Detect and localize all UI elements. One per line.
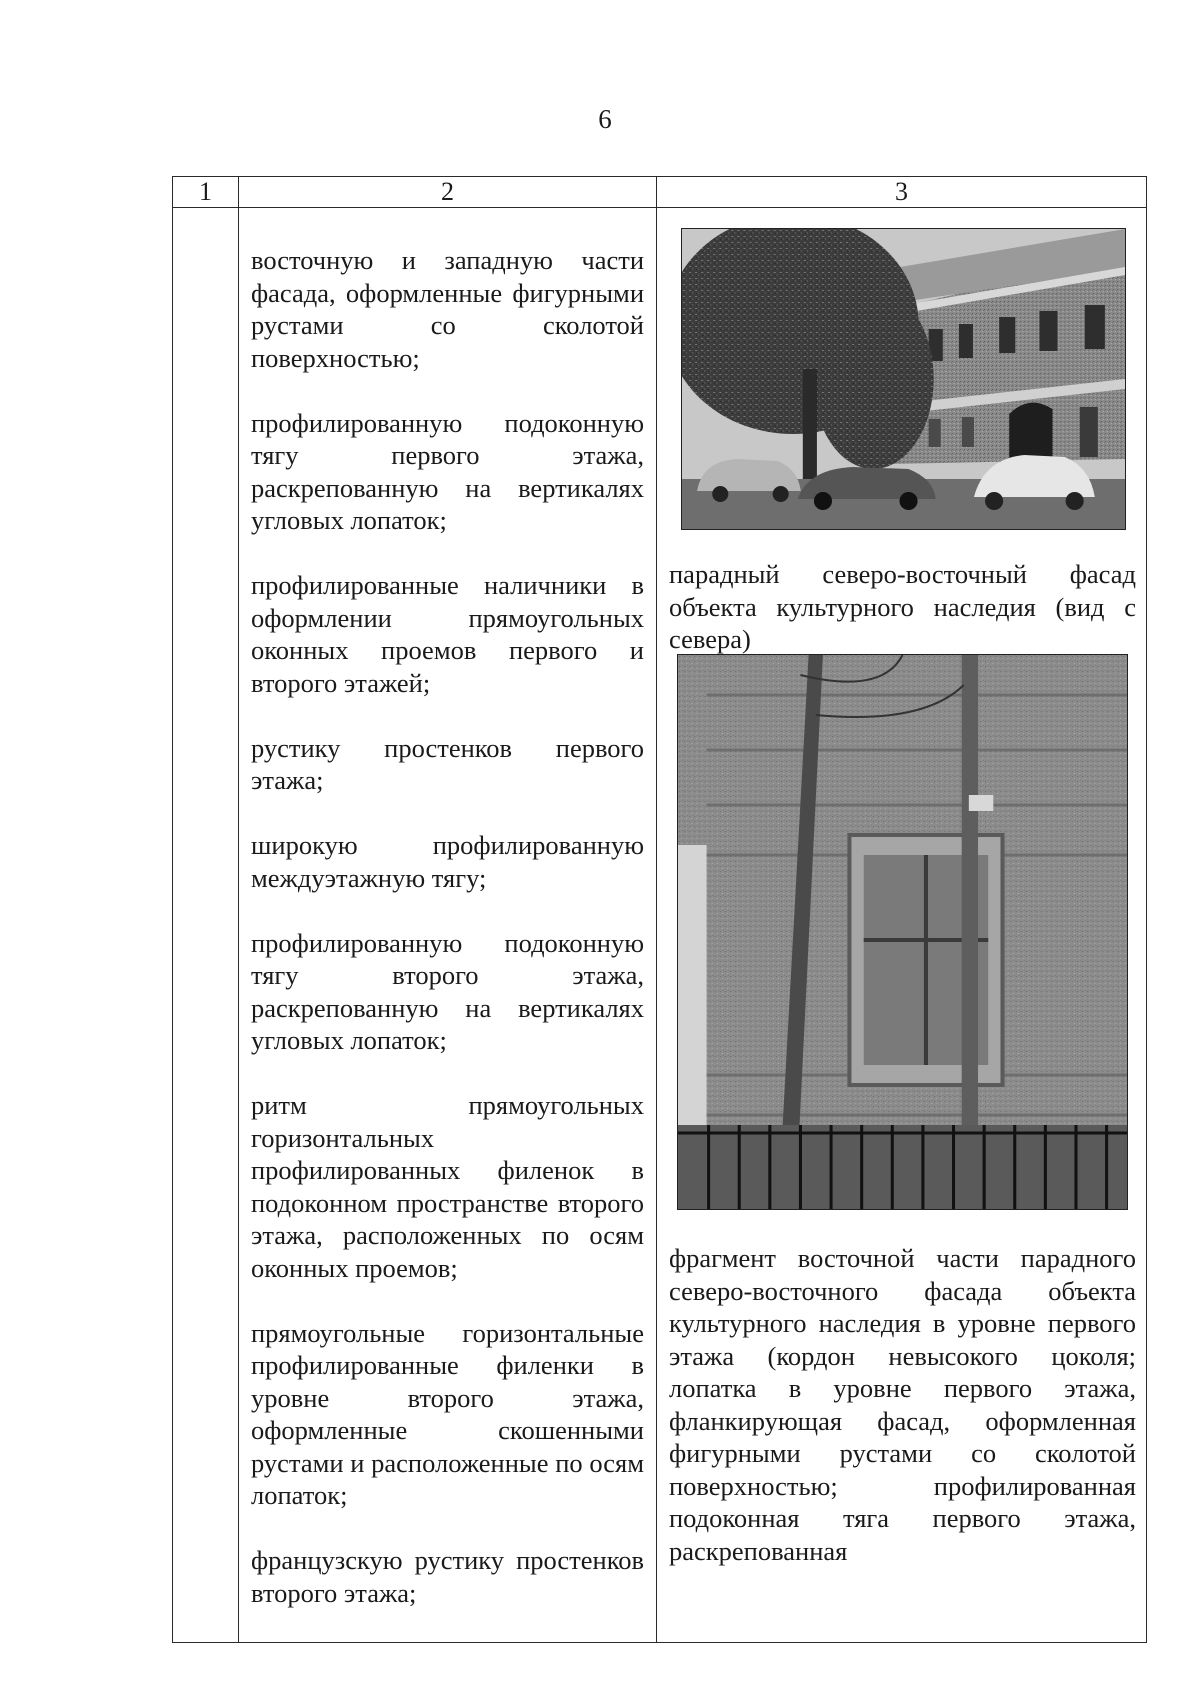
feature-item: французскую рустику простенков второго этажа; [251, 1545, 644, 1608]
page-number: 6 [598, 104, 612, 134]
header-col-1: 1 [173, 177, 239, 208]
photos-cell [657, 208, 1147, 1643]
feature-item: прямоугольные горизонтальные профилированные филенки в уровне второго этажа, оформленные скошенными рустами и расположенные по осям лопаток; [251, 1317, 644, 1510]
features-cell [239, 208, 657, 1643]
feature-item: восточную и западную части фасада, оформленные фигурными рустами со сколотой поверхностью; [251, 245, 644, 373]
photo-caption: парадный северо-восточный фасад объекта культурного наследия (вид с севера) [669, 559, 1136, 654]
feature-item: рустику простенков первого этажа; [251, 732, 644, 795]
header-col-3: 3 [657, 177, 1147, 208]
feature-item: профилированную подоконную тягу первого этажа, раскрепованную на вертикалях угловых лопаток; [251, 407, 644, 535]
header-col-2: 2 [239, 177, 657, 208]
photo-caption: фрагмент восточной части парадного северо-восточного фасада объекта культурного наследия в уровне первого этажа (кордон невысокого цоколя; лопатка в уровне первого этажа, фланкирующая фасад, оформленная фигурными рустами со сколотой поверхностью; профилированная подоконная тяга первого этажа, раскрепованная [669, 1243, 1136, 1566]
table-header-row [173, 177, 1147, 208]
feature-item: профилированные наличники в оформлении прямоугольных оконных проемов первого и второго этажей; [251, 570, 644, 698]
feature-item: широкую профилированную междуэтажную тягу; [251, 830, 644, 893]
feature-item: профилированную подоконную тягу второго этажа, раскрепованную на вертикалях угловых лопаток; [251, 927, 644, 1055]
photo-facade-fragment-first-floor [677, 654, 1128, 1210]
heritage-features-table [172, 176, 1147, 1643]
number-cell [173, 208, 239, 1643]
feature-item: ритм прямоугольных горизонтальных профилированных филенок в подоконном пространстве второго этажа, расположенных по осям оконных проемов; [251, 1090, 644, 1283]
photo-building-facade-north [681, 228, 1126, 530]
table-row [173, 208, 1147, 1643]
